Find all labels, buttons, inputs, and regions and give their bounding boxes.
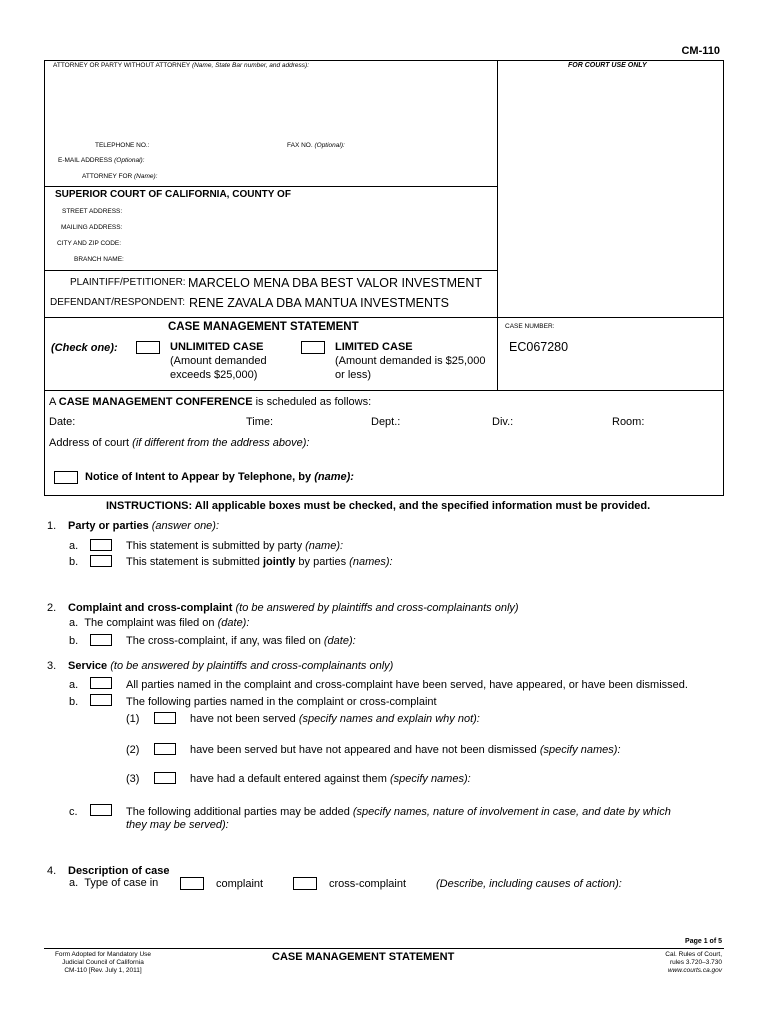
telephone-notice-label: Notice of Intent to Appear by Telephone, by (name): xyxy=(85,471,354,483)
footer-right: Cal. Rules of Court, rules 3.720–3.730 www.courts.ca.gov xyxy=(665,951,722,974)
attorney-label: ATTORNEY OR PARTY WITHOUT ATTORNEY (Name, State Bar number, and address): xyxy=(53,62,310,69)
unlimited-case-label: UNLIMITED CASE xyxy=(170,341,264,353)
limited-case-label: LIMITED CASE xyxy=(335,341,413,353)
item3b3-text: have had a default entered against them (specify names): xyxy=(190,773,471,785)
attorney-for-label: ATTORNEY FOR (Name): xyxy=(82,173,158,180)
city-zip-label: CITY AND ZIP CODE: xyxy=(57,240,122,247)
item3c-letter: c. xyxy=(69,806,78,818)
telephone-notice-checkbox[interactable] xyxy=(54,471,78,484)
item1a-checkbox[interactable] xyxy=(90,539,112,551)
item3c-checkbox[interactable] xyxy=(90,804,112,816)
item4a-cross-complaint-checkbox[interactable] xyxy=(293,877,317,890)
page-number: Page 1 of 5 xyxy=(685,938,722,945)
mailing-address-label: MAILING ADDRESS: xyxy=(61,224,123,231)
item3b-checkbox[interactable] xyxy=(90,694,112,706)
dept-label: Dept.: xyxy=(371,416,401,428)
item4a-complaint-label: complaint xyxy=(216,878,264,890)
court-use-label: FOR COURT USE ONLY xyxy=(568,62,647,69)
item3b2-text: have been served but have not appeared and have not been dismissed (specify names): xyxy=(190,744,621,756)
court-address-label: Address of court (if different from the address above): xyxy=(49,437,310,449)
case-number-value[interactable]: EC067280 xyxy=(509,340,569,354)
limited-case-checkbox[interactable] xyxy=(301,341,325,354)
court-title: SUPERIOR COURT OF CALIFORNIA, COUNTY OF xyxy=(55,189,291,200)
item4-title: Description of case xyxy=(68,865,170,877)
defendant-label: DEFENDANT/RESPONDENT: xyxy=(50,297,186,308)
footer-title: CASE MANAGEMENT STATEMENT xyxy=(272,951,455,963)
item4a-text: a. Type of case in xyxy=(69,877,159,889)
item2b-checkbox[interactable] xyxy=(90,634,112,646)
instructions: INSTRUCTIONS: All applicable boxes must be checked, and the specified information must be provided. xyxy=(106,500,651,512)
court-use-divider xyxy=(497,60,498,390)
telephone-label: TELEPHONE NO.: xyxy=(95,142,150,149)
item3b3-checkbox[interactable] xyxy=(154,772,176,784)
item2a-text: a. The complaint was filed on (date): xyxy=(69,617,250,629)
street-address-label: STREET ADDRESS: xyxy=(62,208,123,215)
date-label: Date: xyxy=(49,416,76,428)
item1a-letter: a. xyxy=(69,540,79,552)
item1-number: 1. xyxy=(47,520,57,532)
item1b-text: This statement is submitted jointly by parties (names): xyxy=(126,556,393,568)
item1b-letter: b. xyxy=(69,556,79,568)
item2b-letter: b. xyxy=(69,635,79,647)
item4a-cross-complaint-label: cross-complaint xyxy=(329,878,407,890)
time-label: Time: xyxy=(246,416,274,428)
item4-number: 4. xyxy=(47,865,57,877)
item3b1-number: (1) xyxy=(126,713,140,725)
fax-label: FAX NO. (Optional): xyxy=(287,142,345,149)
unlimited-note-2: exceeds $25,000) xyxy=(170,369,258,381)
item3a-text: All parties named in the complaint and cross-complaint have been served, have appeared, or have been dismissed. xyxy=(126,679,688,691)
item3b2-number: (2) xyxy=(126,744,140,756)
item3c-text-2: they may be served): xyxy=(126,819,229,831)
form-id: CM-110 xyxy=(681,45,720,57)
item3-title: Service (to be answered by plaintiffs and cross-complainants only) xyxy=(68,660,394,672)
item2-number: 2. xyxy=(47,602,57,614)
div-label: Div.: xyxy=(492,416,514,428)
item3-number: 3. xyxy=(47,660,57,672)
item3a-letter: a. xyxy=(69,679,79,691)
item3b1-text: have not been served (specify names and explain why not): xyxy=(190,713,480,725)
item2-title: Complaint and cross-complaint (to be answered by plaintiffs and cross-complainants only) xyxy=(68,602,519,614)
footer-rule xyxy=(44,948,724,949)
item3b-text: The following parties named in the complaint or cross-complaint xyxy=(126,696,437,708)
item3b2-checkbox[interactable] xyxy=(154,743,176,755)
item1b-checkbox[interactable] xyxy=(90,555,112,567)
defendant-value: RENE ZAVALA DBA MANTUA INVESTMENTS xyxy=(189,296,450,310)
item3a-checkbox[interactable] xyxy=(90,677,112,689)
item4a-hint: (Describe, including causes of action): xyxy=(436,878,622,890)
footer-left: Form Adopted for Mandatory Use Judicial Council of California CM-110 [Rev. July 1, 2011] xyxy=(54,951,152,974)
item4a-complaint-checkbox[interactable] xyxy=(180,877,204,890)
case-number-label: CASE NUMBER: xyxy=(505,323,555,330)
plaintiff-label: PLAINTIFF/PETITIONER: xyxy=(70,277,186,288)
branch-name-label: BRANCH NAME: xyxy=(74,256,124,263)
unlimited-note-1: (Amount demanded xyxy=(170,355,267,367)
email-label: E-MAIL ADDRESS (Optional): xyxy=(58,157,145,164)
room-label: Room: xyxy=(612,416,645,428)
unlimited-case-checkbox[interactable] xyxy=(136,341,160,354)
conference-intro: A CASE MANAGEMENT CONFERENCE is scheduled as follows: xyxy=(49,396,372,408)
item1a-text: This statement is submitted by party (name): xyxy=(126,540,344,552)
limited-note-2: or less) xyxy=(335,369,372,381)
item3c-text: The following additional parties may be added (specify names, nature of involvement in case, and date by which xyxy=(126,806,671,818)
item3b1-checkbox[interactable] xyxy=(154,712,176,724)
statement-title: CASE MANAGEMENT STATEMENT xyxy=(168,321,359,333)
check-one-label: (Check one): xyxy=(51,342,118,354)
plaintiff-value: MARCELO MENA DBA BEST VALOR INVESTMENT xyxy=(188,276,483,290)
item3b3-number: (3) xyxy=(126,773,140,785)
item3b-letter: b. xyxy=(69,696,79,708)
limited-note-1: (Amount demanded is $25,000 xyxy=(335,355,486,367)
item2b-text: The cross-complaint, if any, was filed on (date): xyxy=(126,635,356,647)
item1-title: Party or parties (answer one): xyxy=(68,520,220,532)
